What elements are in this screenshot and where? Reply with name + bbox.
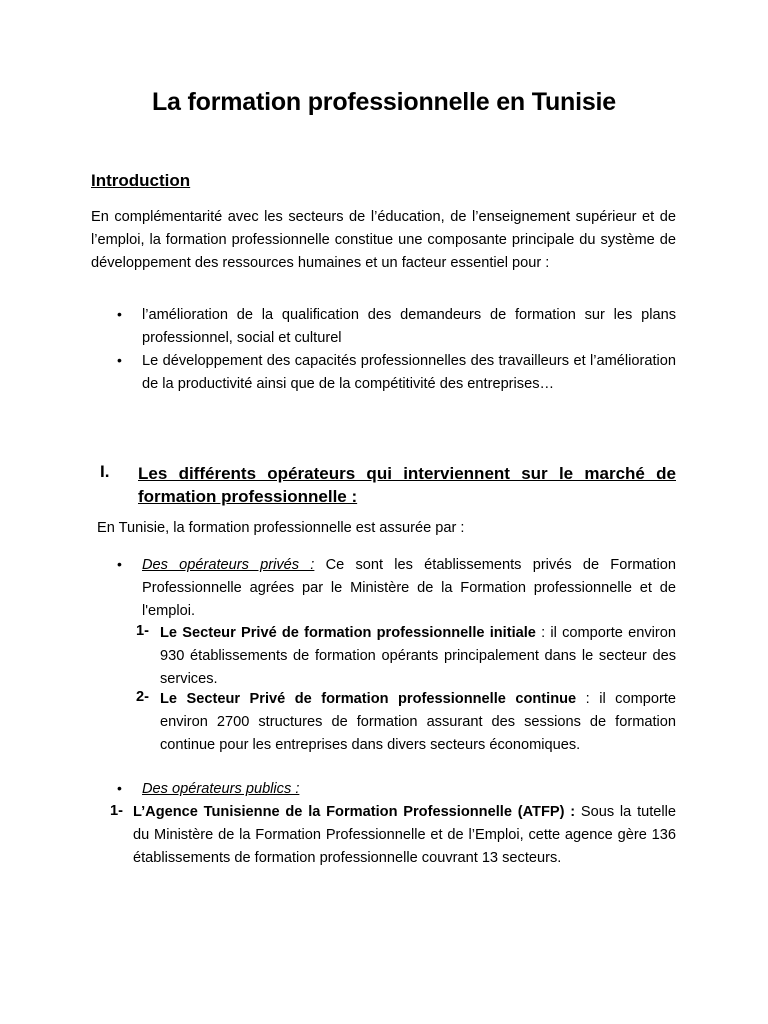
public-item-1-text: Sous la tutelle du Ministère de la Formation Professionnelle et de l’Emploi, cette agence gère 136 établissements de formation professionnelle couvrant 13 secteurs. xyxy=(133,804,677,866)
private-item-2-text: : il comporte environ 2700 structures de formation assurant des sessions de formation continue pour les entreprises dans divers secteurs économiques. xyxy=(160,691,677,753)
intro-heading: Introduction xyxy=(91,171,191,190)
bullet-glyph: • xyxy=(117,780,122,796)
list-number: 1- xyxy=(136,623,149,639)
private-operators-label: Des opérateurs privés : xyxy=(142,557,315,573)
list-number: 1- xyxy=(110,803,123,819)
private-item-2 xyxy=(160,688,676,757)
section-lead: En Tunisie, la formation professionnelle est assurée par : xyxy=(97,520,465,536)
intro-bullet-1: l’amélioration de la qualification des demandeurs de formation sur les plans professionnel, social et culturel xyxy=(142,307,676,346)
section-title: Les différents opérateurs qui interviennent sur le marché de formation professionnelle : xyxy=(138,464,676,506)
public-item-1 xyxy=(133,801,676,870)
private-item-2-title: Le Secteur Privé de formation professionnelle continue xyxy=(160,691,577,707)
bullet-glyph: • xyxy=(117,352,122,368)
bullet-glyph: • xyxy=(117,306,122,322)
public-operators-paragraph xyxy=(142,778,299,801)
list-number: 2- xyxy=(136,689,149,705)
private-operators-paragraph xyxy=(142,554,676,623)
intro-paragraph: En complémentarité avec les secteurs de l’éducation, de l’enseignement supérieur et de l’emploi, la formation professionnelle constitue une composante principale du système de développement des ressources humaines et un facteur essentiel pour : xyxy=(91,209,676,271)
section-number: I. xyxy=(100,462,110,481)
public-item-1-title: L’Agence Tunisienne de la Formation Professionnelle (ATFP) : xyxy=(133,804,576,820)
private-item-1-title: Le Secteur Privé de formation professionnelle initiale xyxy=(160,625,536,641)
public-operators-label: Des opérateurs publics : xyxy=(142,781,300,797)
private-operators-text: Ce sont les établissements privés de Formation Professionnelle agrées par le Ministère de la Formation professionnelle et de l'emploi. xyxy=(142,557,676,619)
bullet-glyph: • xyxy=(117,556,122,572)
private-item-1 xyxy=(160,622,676,691)
page-title: La formation professionnelle en Tunisie xyxy=(151,88,617,116)
intro-bullet-2: Le développement des capacités professionnelles des travailleurs et l’amélioration de la productivité ainsi que de la compétitivité des entreprises… xyxy=(142,353,676,392)
private-item-1-text: : il comporte environ 930 établissements de formation opérants principalement dans le secteur des services. xyxy=(160,625,676,687)
